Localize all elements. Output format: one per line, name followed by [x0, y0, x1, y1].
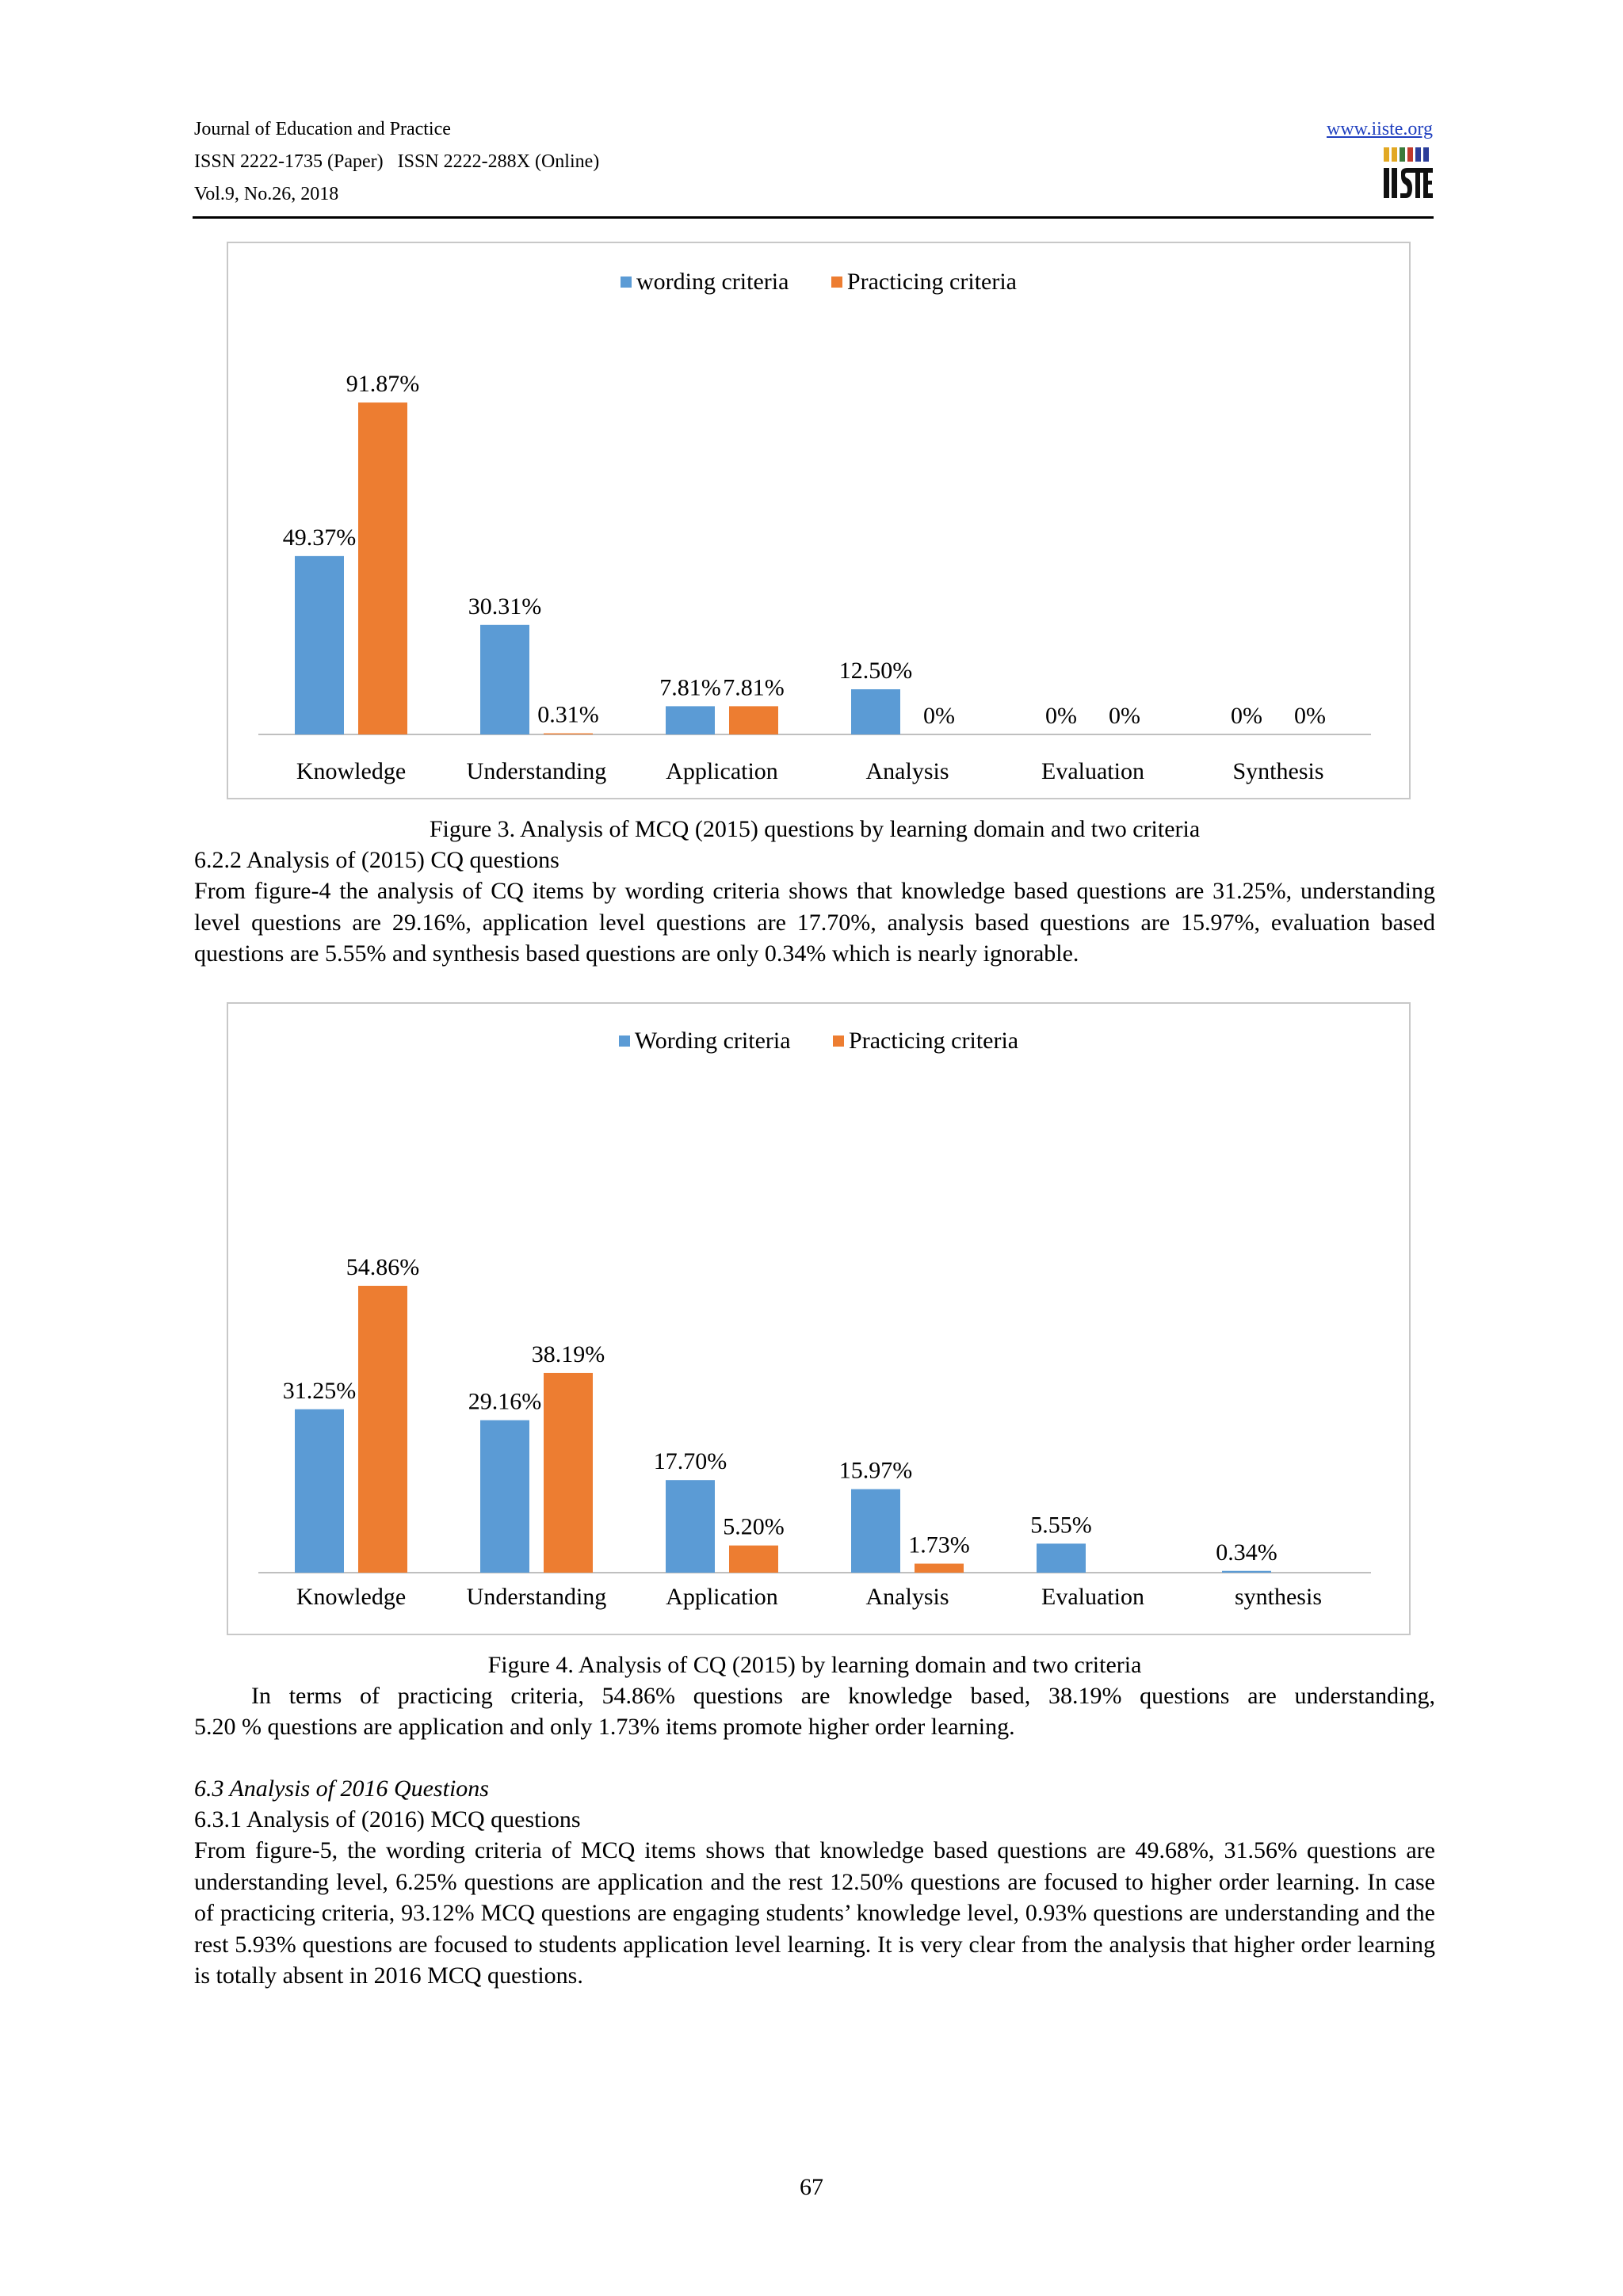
figure4-plot [228, 1004, 1409, 1634]
data-label-practicing-knowledge: 91.87% [346, 371, 420, 398]
page-number: 67 [800, 2174, 823, 2200]
legend-label-wording: Wording criteria [634, 1028, 791, 1055]
bar-practicing-application [729, 1546, 778, 1573]
bar-wording-evaluation [1037, 1543, 1086, 1573]
category-label-understanding: Understanding [466, 758, 607, 784]
data-label-wording-knowledge: 49.37% [282, 524, 357, 551]
figure3-plot [228, 243, 1409, 798]
data-label-practicing-evaluation: 0% [1109, 703, 1140, 729]
data-label-wording-analysis: 12.50% [838, 658, 913, 684]
bar-wording-analysis [851, 1489, 900, 1573]
bar-wording-application [666, 1480, 715, 1573]
category-label-analysis: Analysis [865, 1584, 949, 1610]
category-label-analysis: Analysis [865, 758, 949, 784]
legend-label-practicing: Practicing criteria [846, 269, 1017, 296]
paragraph-622: From figure-4 the analysis of CQ items by wording criteria shows that knowledge based questions are 31.25%, understanding level questions are 29.16%, application level questions are 17.70%, analysis based questions are 15.97%, evaluation based questions are 5.55% and synthesis based questions are only 0.34% which is nearly ignorable. [194, 878, 1435, 967]
bar-wording-knowledge [295, 1409, 344, 1573]
paragraph-631: From figure-5, the wording criteria of MCQ items shows that knowledge based questions are 49.68%, 31.56% questions are understanding level, 6.25% questions are application and the rest 12.50% questions are focused to higher order learning. In case of practicing criteria, 93.12% MCQ questions are engaging students’ knowledge level, 0.93% questions are understanding and the rest 5.93% questions are focused to students application level learning. It is very clear from the analysis that higher order learning is totally absent in 2016 MCQ questions. [194, 1837, 1435, 1989]
header-rule [193, 216, 1434, 219]
data-label-wording-synthesis: 0.34% [1216, 1539, 1277, 1566]
journal-volume: Vol.9, No.26, 2018 [194, 184, 339, 204]
figure3-chart [227, 242, 1411, 799]
data-label-wording-evaluation: 5.55% [1030, 1512, 1092, 1539]
data-label-wording-synthesis: 0% [1231, 703, 1262, 729]
bar-practicing-understanding [544, 1373, 593, 1573]
section-622-heading: 6.2.2 Analysis of (2015) CQ questions [194, 847, 559, 873]
section-63-heading: 6.3 Analysis of 2016 Questions [194, 1775, 489, 1802]
data-label-practicing-analysis: 1.73% [908, 1531, 970, 1558]
bar-wording-synthesis [1222, 1571, 1271, 1573]
data-label-wording-understanding: 30.31% [468, 593, 542, 620]
category-label-evaluation: Evaluation [1041, 1584, 1144, 1610]
bar-practicing-knowledge [358, 1286, 407, 1573]
journal-issn: ISSN 2222-1735 (Paper) ISSN 2222-288X (Online) [194, 151, 600, 172]
data-label-practicing-understanding: 38.19% [531, 1341, 605, 1367]
journal-title: Journal of Education and Practice [194, 119, 451, 139]
data-label-practicing-understanding: 0.31% [537, 701, 599, 728]
category-label-application: Application [666, 758, 778, 784]
figure4-chart [227, 1002, 1411, 1635]
data-label-wording-knowledge: 31.25% [282, 1377, 357, 1404]
bar-wording-knowledge [295, 556, 344, 734]
iiste-logo [1382, 146, 1434, 201]
legend-label-wording: wording criteria [636, 269, 789, 296]
legend-label-practicing: Practicing criteria [849, 1028, 1019, 1055]
data-label-practicing-synthesis: 0% [1294, 703, 1326, 729]
data-label-wording-understanding: 29.16% [468, 1388, 542, 1415]
bar-wording-application [666, 706, 715, 734]
paragraph-practicing-line2: 5.20 % questions are application and only 1.73% items promote higher order learning. [194, 1714, 1015, 1740]
bar-wording-analysis [851, 689, 900, 734]
bar-practicing-application [729, 706, 778, 734]
category-label-evaluation: Evaluation [1041, 758, 1144, 784]
category-label-synthesis: synthesis [1234, 1584, 1323, 1610]
bar-wording-understanding [480, 625, 529, 734]
category-label-application: Application [666, 1584, 778, 1610]
category-label-synthesis: Synthesis [1232, 758, 1324, 784]
data-label-practicing-application: 7.81% [723, 674, 785, 701]
section-631-heading: 6.3.1 Analysis of (2016) MCQ questions [194, 1806, 581, 1833]
journal-url-link[interactable]: www.iiste.org [1327, 119, 1433, 139]
bar-practicing-analysis [915, 1564, 964, 1573]
bar-practicing-knowledge [358, 402, 407, 734]
figure4-caption: Figure 4. Analysis of CQ (2015) by learning domain and two criteria [487, 1652, 1142, 1678]
category-label-knowledge: Knowledge [296, 1584, 407, 1610]
bar-wording-understanding [480, 1421, 529, 1573]
data-label-wording-analysis: 15.97% [838, 1457, 913, 1484]
data-label-practicing-analysis: 0% [923, 703, 955, 729]
data-label-practicing-knowledge: 54.86% [346, 1253, 420, 1280]
category-label-knowledge: Knowledge [296, 758, 407, 784]
data-label-practicing-application: 5.20% [723, 1513, 785, 1540]
figure3-caption: Figure 3. Analysis of MCQ (2015) questions by learning domain and two criteria [429, 816, 1201, 842]
paragraph-practicing-line1: In terms of practicing criteria, 54.86% questions are knowledge based, 38.19% questions are understanding, [251, 1683, 1435, 1709]
data-label-wording-application: 7.81% [659, 674, 721, 701]
data-label-wording-evaluation: 0% [1045, 703, 1077, 729]
category-label-understanding: Understanding [466, 1584, 607, 1610]
data-label-wording-application: 17.70% [653, 1448, 727, 1475]
